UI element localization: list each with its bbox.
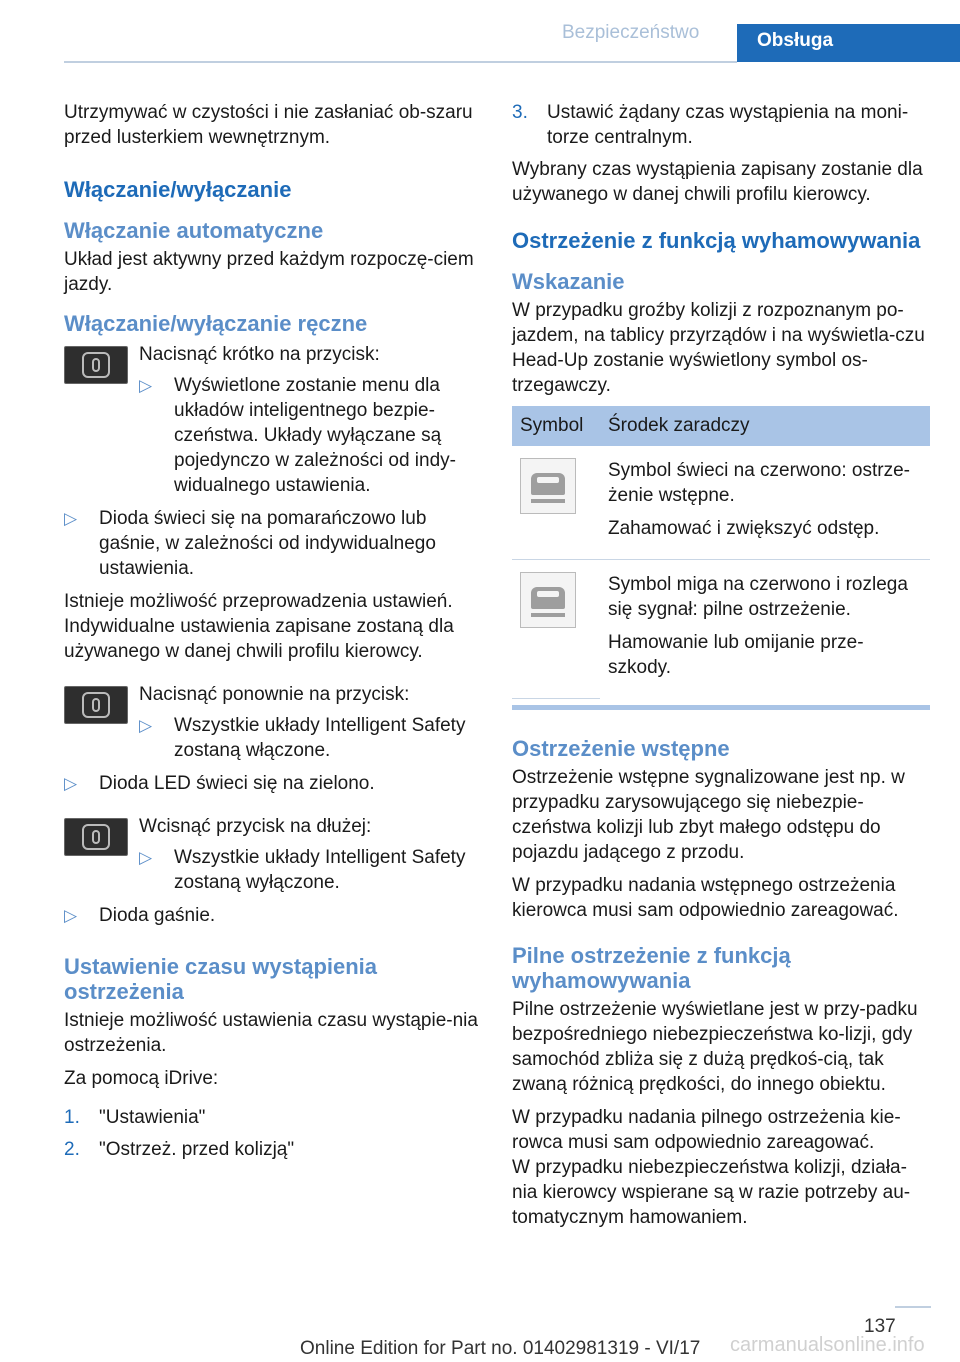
safety-button-icon	[64, 346, 128, 384]
table-header-action: Środek zaradczy	[600, 406, 930, 446]
triangle-bullet-icon: ▷	[139, 848, 153, 867]
auto-paragraph: Układ jest aktywny przed każdym rozpoczę-ciem jazdy.	[64, 249, 474, 295]
safety-button-icon	[64, 818, 128, 856]
press-long-text: Wcisnąć przycisk na dłużej:	[139, 816, 372, 837]
car-warning-icon	[520, 572, 576, 628]
urgent-paragraph-1: Pilne ostrzeżenie wyświetlane jest w przy-padku bezpośredniego niebezpieczeństwa ko-lizji, gdy samochód zbliża się z dużą prędkoś-cią, tak zwaną różnicą prędkości, do innego obiektu.	[512, 998, 918, 1095]
press-again-text: Nacisnąć ponownie na przycisk:	[139, 684, 410, 705]
settings-paragraph: Istnieje możliwość przeprowadzenia ustawień. Indywidualne ustawienia zapisane zostaną dla używanego w danej chwili profilu kierowcy.	[64, 591, 454, 662]
header-chapter-tab: Obsługa	[737, 24, 960, 62]
urgent-paragraph-2a: W przypadku nadania pilnego ostrzeżenia kie-rowca musi sam odpowiednio zareagować.	[512, 1106, 901, 1153]
idrive-paragraph: Za pomocą iDrive:	[64, 1068, 219, 1089]
bullet-item: ▷ Dioda LED świeci się na zielono.	[64, 773, 375, 794]
pre-warning-paragraph-1: Ostrzeżenie wstępne sygnalizowane jest np. w przypadku zarysowującego się niebezpie-czeństwa kolizji lub zbyt małego odstępu do pojazdu jadącego z przodu.	[512, 766, 905, 863]
header-rule	[64, 61, 737, 63]
safety-button-icon	[64, 686, 128, 724]
bullet-item: ▷ Dioda gaśnie.	[64, 905, 216, 926]
bullet-item: ▷ Wyświetlone zostanie menu dla układów inteligentnego bezpie-czeństwa. Układy wyłączane są pojedynczo w zależności od indy-widualnego ustawienia.	[139, 375, 456, 496]
heading-on-off: Włączanie/wyłączanie	[64, 177, 292, 202]
triangle-bullet-icon: ▷	[139, 716, 153, 735]
saved-paragraph: Wybrany czas wystąpienia zapisany zostanie dla używanego w danej chwili profilu kierowcy.	[512, 159, 923, 205]
table-bottom-rule	[512, 705, 930, 710]
footer-edition: Online Edition for Part no. 01402981319 - VI/17	[300, 1338, 701, 1359]
button-instruction-3	[64, 814, 482, 895]
table-row: Symbol miga na czerwono i rozlega się sygnał: pilne ostrzeżenie. Hamowanie lub omijanie prze-szkody.	[512, 560, 930, 699]
footer-rule	[895, 1306, 931, 1308]
table-header-symbol: Symbol	[512, 406, 600, 446]
triangle-bullet-icon: ▷	[64, 774, 78, 793]
button-instruction-2	[64, 682, 482, 763]
heading-manual: Włączanie/wyłączanie ręczne	[64, 311, 368, 336]
pre-warning-paragraph-2: W przypadku nadania wstępnego ostrzeżenia kierowca musi sam odpowiednio zareagować.	[512, 874, 899, 921]
press-short-text: Nacisnąć krótko na przycisk:	[139, 344, 380, 365]
button-instruction-1	[64, 342, 482, 498]
bullet-item: ▷ Wszystkie układy Intelligent Safety zostaną wyłączone.	[139, 847, 466, 893]
bullet-item: ▷ Dioda świeci się na pomarańczowo lub gaśnie, w zależności od indywidualnego ustawienia.	[64, 508, 436, 579]
urgent-paragraph-2b: W przypadku niebezpieczeństwa kolizji, działa-nia kierowcy wspierane są w razie potrzeby au-tomatycznym hamowaniem.	[512, 1156, 911, 1228]
page-number: 137	[864, 1316, 896, 1337]
heading-brake-warning: Ostrzeżenie z funkcją wyhamowywania	[512, 228, 921, 253]
heading-auto: Włączanie automatyczne	[64, 218, 324, 243]
warning-time-paragraph: Istnieje możliwość ustawienia czasu wystąpie-nia ostrzeżenia.	[64, 1010, 478, 1056]
bullet-item: ▷ Wszystkie układy Intelligent Safety zostaną włączone.	[139, 715, 466, 761]
table-row: Symbol świeci na czerwono: ostrze-żenie wstępne. Zahamować i zwiększyć odstęp.	[512, 446, 930, 560]
intro-paragraph: Utrzymywać w czystości i nie zasłaniać ob-szaru przed lusterkiem wewnętrznym.	[64, 102, 473, 148]
watermark: carmanualsonline.info	[730, 1334, 925, 1356]
triangle-bullet-icon: ▷	[64, 509, 78, 528]
numbered-step: 3. Ustawić żądany czas wystąpienia na moni-torze centralnym.	[512, 102, 909, 148]
heading-urgent-warning: Pilne ostrzeżenie z funkcją wyhamowywania	[512, 942, 791, 993]
right-column	[512, 100, 930, 1238]
car-warning-icon	[520, 458, 576, 514]
header-section-label: Bezpieczeństwo	[562, 22, 700, 43]
triangle-bullet-icon: ▷	[64, 906, 78, 925]
numbered-step: 1. "Ustawienia"	[64, 1107, 206, 1128]
heading-indication: Wskazanie	[512, 269, 625, 294]
heading-warning-time: Ustawienie czasu wystąpienia ostrzeżenia	[64, 954, 378, 1004]
triangle-bullet-icon: ▷	[139, 376, 153, 395]
indication-paragraph: W przypadku groźby kolizji z rozpoznanym po-jazdem, na tablicy przyrządów i na wyświetla-czu Head-Up zostanie wyświetlony symbol os-trzegawczy.	[512, 300, 925, 396]
heading-pre-warning: Ostrzeżenie wstępne	[512, 735, 730, 761]
symbol-table	[512, 406, 930, 699]
left-column	[64, 100, 482, 1169]
numbered-step: 2. "Ostrzeż. przed kolizją"	[64, 1139, 295, 1160]
